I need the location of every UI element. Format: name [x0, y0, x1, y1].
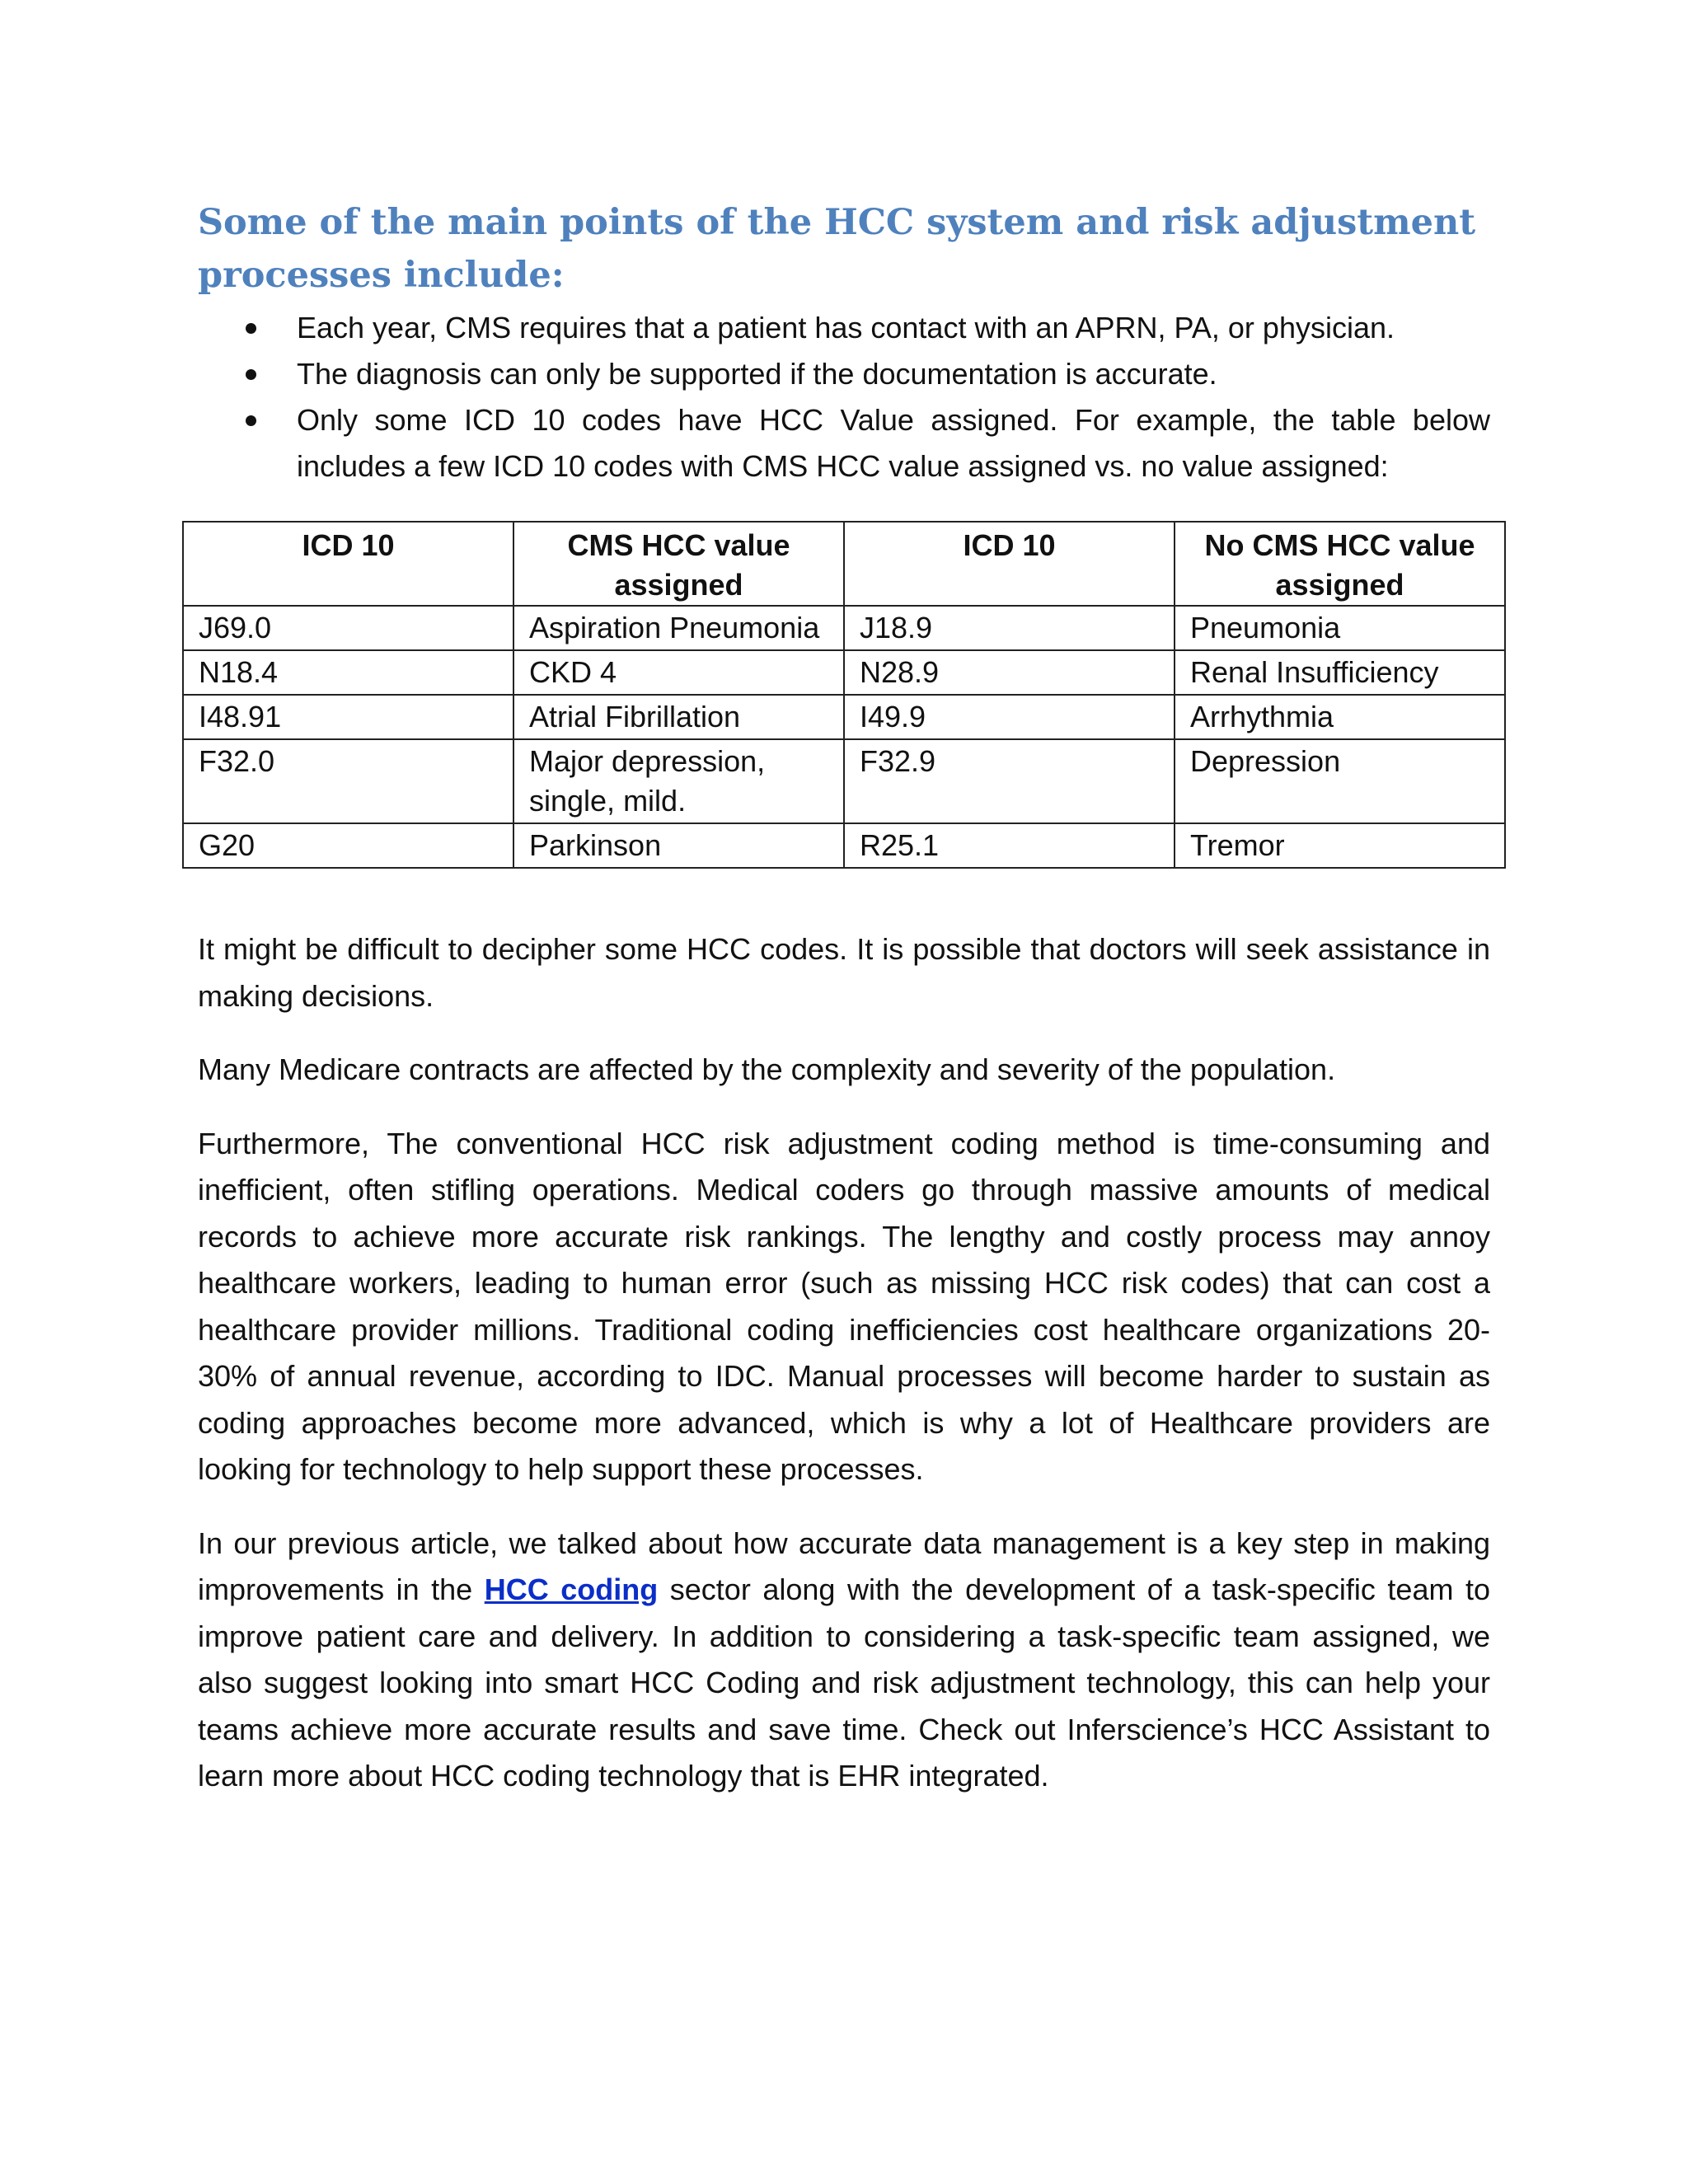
- table-cell: Major depression, single, mild.: [513, 739, 844, 823]
- table-cell: Aspiration Pneumonia: [513, 606, 844, 650]
- table-header-row: [183, 522, 1505, 606]
- body-text: [198, 926, 1490, 1827]
- table-cell: I49.9: [844, 695, 1175, 739]
- header-icd10-unassigned: ICD 10: [844, 522, 1175, 606]
- table-cell: Parkinson: [513, 823, 844, 868]
- bullet-list: [198, 305, 1490, 490]
- bullet-item: [198, 351, 1490, 397]
- hcc-coding-link[interactable]: HCC coding: [484, 1572, 659, 1606]
- bullet-item: [198, 305, 1490, 351]
- table-cell: Pneumonia: [1175, 606, 1505, 650]
- table-row: [183, 650, 1505, 695]
- table-cell: R25.1: [844, 823, 1175, 868]
- table-cell: N28.9: [844, 650, 1175, 695]
- bullet-dot-icon: [246, 415, 256, 426]
- table-cell: Tremor: [1175, 823, 1505, 868]
- paragraph-difficult-codes: It might be difficult to decipher some HCC codes. It is possible that doctors will seek assistance in making decisions.: [198, 932, 1490, 1013]
- table-cell: F32.0: [183, 739, 513, 823]
- table-row: [183, 606, 1505, 650]
- table-cell: Depression: [1175, 739, 1505, 823]
- paragraph-conventional-method: Furthermore, The conventional HCC risk adjustment coding method is time-consuming and inefficient, often stifling operations. Medical coders go through massive amounts of medical records to achieve more accurate risk rankings. The lengthy and costly process may annoy healthcare workers, leading to human error (such as missing HCC risk codes) that can cost a healthcare provider millions. Traditional coding inefficiencies cost healthcare organizations 20-30% of annual revenue, according to IDC. Manual processes will become harder to sustain as coding approaches become more advanced, which is why a lot of Healthcare providers are looking for technology to help support these processes.: [198, 1126, 1490, 1486]
- table-cell: G20: [183, 823, 513, 868]
- header-icd10-assigned: ICD 10: [183, 522, 513, 606]
- paragraph-medicare-contracts: Many Medicare contracts are affected by the complexity and severity of the population.: [198, 1052, 1336, 1086]
- header-no-cms-hcc: No CMS HCC value assigned: [1175, 522, 1505, 606]
- table-cell: I48.91: [183, 695, 513, 739]
- paragraph-previous-article: [198, 1521, 1490, 1800]
- heading-line-1: Some of the main points of the HCC system and risk adjustment: [198, 202, 1476, 243]
- table-cell: Arrhythmia: [1175, 695, 1505, 739]
- heading-line-2: processes include:: [198, 255, 565, 296]
- bullet-item: [198, 397, 1490, 490]
- table-cell: F32.9: [844, 739, 1175, 823]
- table-cell: J69.0: [183, 606, 513, 650]
- bullet-text: Only some ICD 10 codes have HCC Value assigned. For example, the table below includes a few ICD 10 codes with CMS HCC value assigned vs. no value assigned:: [297, 403, 1490, 483]
- table-row: [183, 739, 1505, 823]
- bullet-dot-icon: [246, 369, 256, 380]
- table-cell: Renal Insufficiency: [1175, 650, 1505, 695]
- header-cms-hcc-assigned: CMS HCC value assigned: [513, 522, 844, 606]
- table-cell: Atrial Fibrillation: [513, 695, 844, 739]
- table-row: [183, 823, 1505, 868]
- table-cell: N18.4: [183, 650, 513, 695]
- table-cell: J18.9: [844, 606, 1175, 650]
- table-row: [183, 695, 1505, 739]
- paragraph-text-before-link: In our previous article, we talked about how accurate data management is a key step in making improvements in the: [198, 1526, 1490, 1606]
- icd-codes-table: [182, 521, 1506, 869]
- table-cell: CKD 4: [513, 650, 844, 695]
- section-heading: [198, 196, 1550, 302]
- paragraph-text-after-link: sector along with the development of a task-specific team to improve patient care and delivery. In addition to considering a task-specific team assigned, we also suggest looking into smart HCC Coding and risk adjustment technology, this can help your teams achieve more accurate results and save time. Check out Inferscience’s HCC Assistant to learn more about HCC coding technology that is EHR integrated.: [198, 1572, 1491, 1793]
- bullet-text: The diagnosis can only be supported if the documentation is accurate.: [297, 357, 1217, 391]
- bullet-dot-icon: [246, 323, 256, 334]
- bullet-text: Each year, CMS requires that a patient has contact with an APRN, PA, or physician.: [297, 311, 1395, 344]
